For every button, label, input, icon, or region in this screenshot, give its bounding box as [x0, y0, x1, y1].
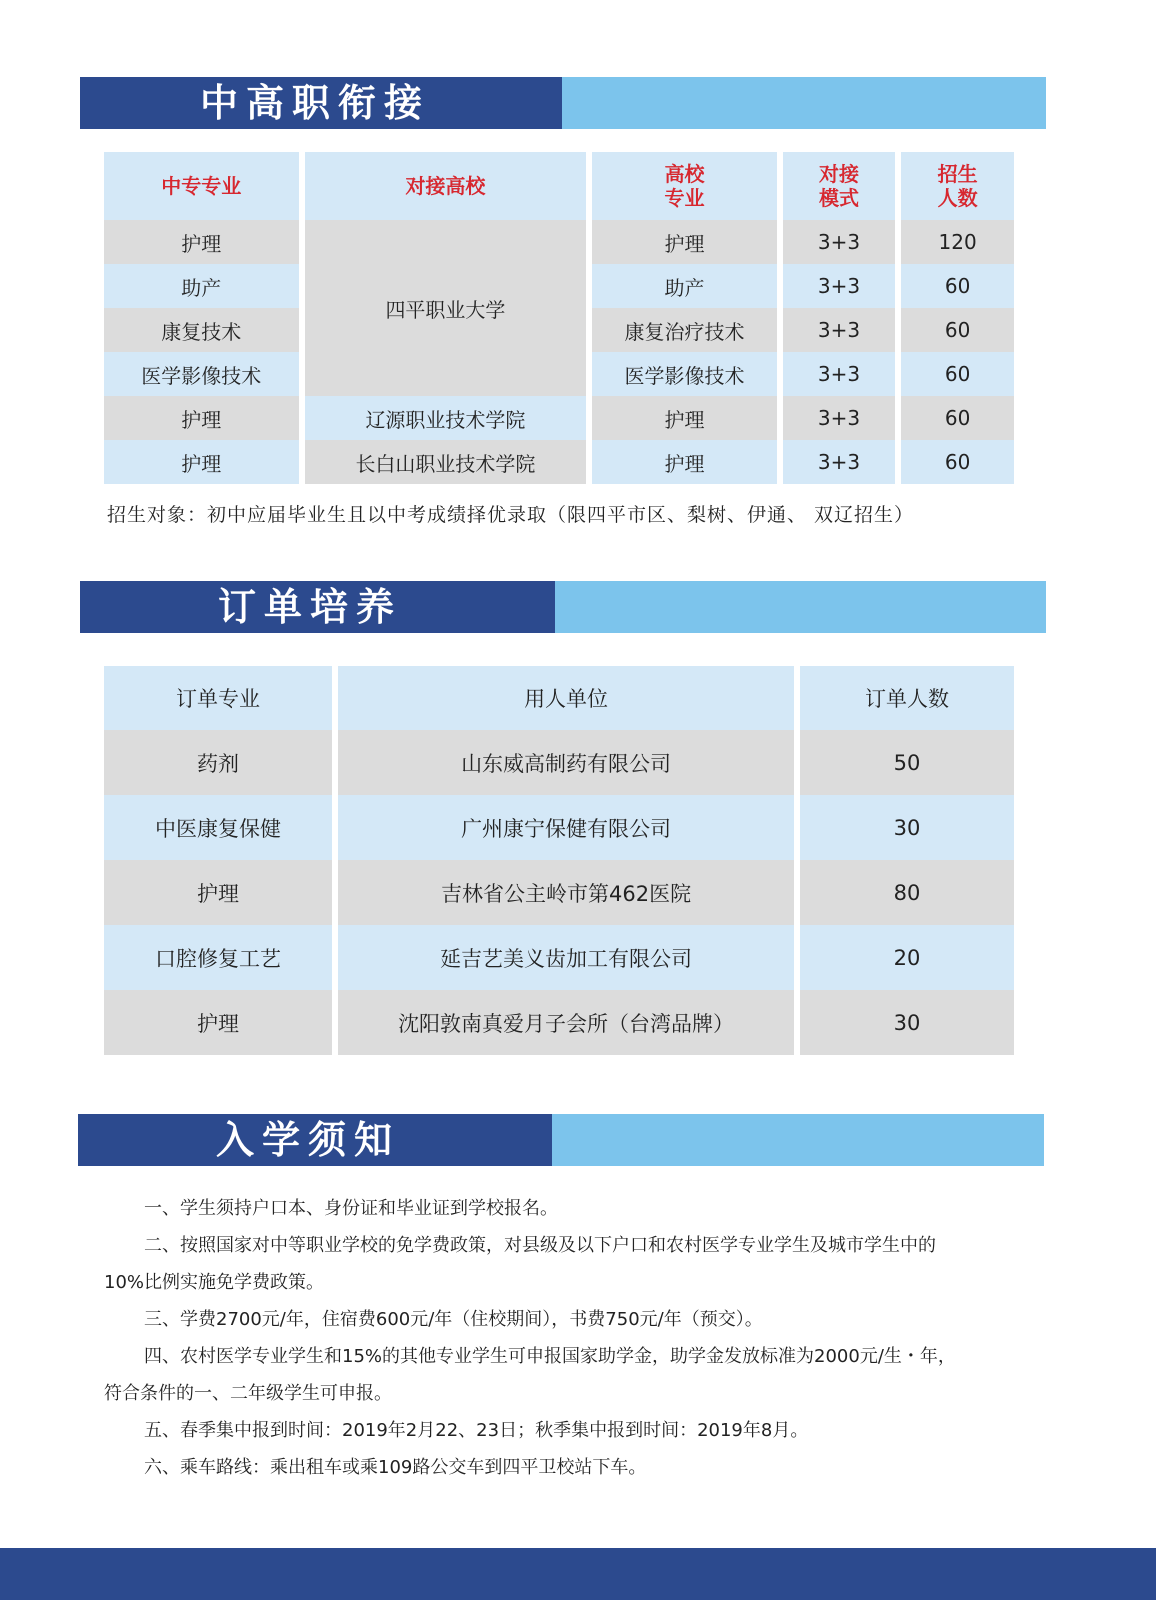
cell-count: 120: [901, 220, 1014, 264]
cell-mode: 3+3: [783, 264, 896, 308]
notice-item: 二、按照国家对中等职业学校的免学费政策，对县级及以下户口和农村医学专业学生及城市学生中的: [144, 1235, 936, 1256]
cell-count: 60: [901, 308, 1014, 352]
cell-order-count: 50: [800, 730, 1014, 795]
notice-item: 符合条件的一、二年级学生可申报。: [104, 1383, 392, 1404]
notice-item: 三、学费2700元/年，住宿费600元/年（住校期间），书费750元/年（预交）。: [144, 1309, 763, 1330]
footer-bar: [0, 1548, 1156, 1600]
cell-college: 四平职业大学: [305, 220, 587, 396]
cell-mode: 3+3: [783, 396, 896, 440]
section-banner-1: [80, 77, 1046, 129]
table-row: [104, 990, 1014, 1055]
cell-order-major: 护理: [104, 990, 332, 1055]
cell-order-major: 护理: [104, 860, 332, 925]
cell-college-major: 康复治疗技术: [592, 308, 776, 352]
cell-employer: 山东威高制药有限公司: [338, 730, 794, 795]
section-title-3: 入学须知: [216, 1117, 401, 1162]
header-college: 对接高校: [305, 152, 587, 220]
cell-order-count: 80: [800, 860, 1014, 925]
header-major: 中专专业: [104, 152, 299, 220]
cell-major: 康复技术: [104, 308, 299, 352]
cell-college: 长白山职业技术学院: [305, 440, 587, 484]
cell-major: 医学影像技术: [104, 352, 299, 396]
cell-college-major: 助产: [592, 264, 776, 308]
enrollment-note: 招生对象：初中应届毕业生且以中考成绩择优录取（限四平市区、梨树、伊通、 双辽招生）: [107, 504, 915, 526]
table-row: [104, 925, 1014, 990]
cell-employer: 沈阳敦南真爱月子会所（台湾品牌）: [338, 990, 794, 1055]
cell-employer: 广州康宁保健有限公司: [338, 795, 794, 860]
cell-count: 60: [901, 352, 1014, 396]
header-mode: 对接 模式: [783, 152, 896, 220]
cell-major: 护理: [104, 396, 299, 440]
notice-item: 六、乘车路线：乘出租车或乘109路公交车到四平卫校站下车。: [144, 1457, 647, 1478]
cell-mode: 3+3: [783, 308, 896, 352]
section-title-2: 订单培养: [218, 584, 403, 629]
notice-item: 10%比例实施免学费政策。: [104, 1272, 325, 1293]
cell-order-major: 口腔修复工艺: [104, 925, 332, 990]
cell-college-major: 护理: [592, 220, 776, 264]
cell-order-major: 中医康复保健: [104, 795, 332, 860]
cell-mode: 3+3: [783, 352, 896, 396]
cell-mode: 3+3: [783, 440, 896, 484]
cell-order-count: 30: [800, 990, 1014, 1055]
header-order-count: 订单人数: [800, 666, 1014, 730]
cell-major: 护理: [104, 220, 299, 264]
cell-count: 60: [901, 396, 1014, 440]
articulation-table: [98, 152, 1020, 484]
table-row: [104, 440, 1014, 484]
cell-employer: 延吉艺美义齿加工有限公司: [338, 925, 794, 990]
cell-order-major: 药剂: [104, 730, 332, 795]
table-row: [104, 220, 1014, 264]
table-row: [104, 795, 1014, 860]
cell-college-major: 医学影像技术: [592, 352, 776, 396]
section-title-1: 中高职衔接: [200, 80, 431, 125]
cell-employer: 吉林省公主岭市第462医院: [338, 860, 794, 925]
cell-order-count: 20: [800, 925, 1014, 990]
cell-college-major: 护理: [592, 396, 776, 440]
admission-notice: [104, 1190, 1024, 1486]
notice-item: 四、农村医学专业学生和15%的其他专业学生可申报国家助学金，助学金发放标准为2000元/生・年，: [144, 1346, 956, 1367]
order-training-table: [98, 666, 1020, 1055]
cell-major: 护理: [104, 440, 299, 484]
notice-item: 五、春季集中报到时间：2019年2月22、23日；秋季集中报到时间：2019年8月。: [144, 1420, 809, 1441]
table-row: [104, 730, 1014, 795]
cell-order-count: 30: [800, 795, 1014, 860]
header-employer: 用人单位: [338, 666, 794, 730]
notice-item: 一、学生须持户口本、身份证和毕业证到学校报名。: [144, 1198, 558, 1219]
cell-count: 60: [901, 264, 1014, 308]
cell-mode: 3+3: [783, 220, 896, 264]
cell-college-major: 护理: [592, 440, 776, 484]
section-banner-2: [80, 581, 1046, 633]
cell-college: 辽源职业技术学院: [305, 396, 587, 440]
header-college-major: 高校 专业: [592, 152, 776, 220]
header-order-major: 订单专业: [104, 666, 332, 730]
cell-count: 60: [901, 440, 1014, 484]
cell-major: 助产: [104, 264, 299, 308]
table-row: [104, 396, 1014, 440]
table-row: [104, 860, 1014, 925]
header-count: 招生 人数: [901, 152, 1014, 220]
section-banner-3: [78, 1114, 1044, 1166]
